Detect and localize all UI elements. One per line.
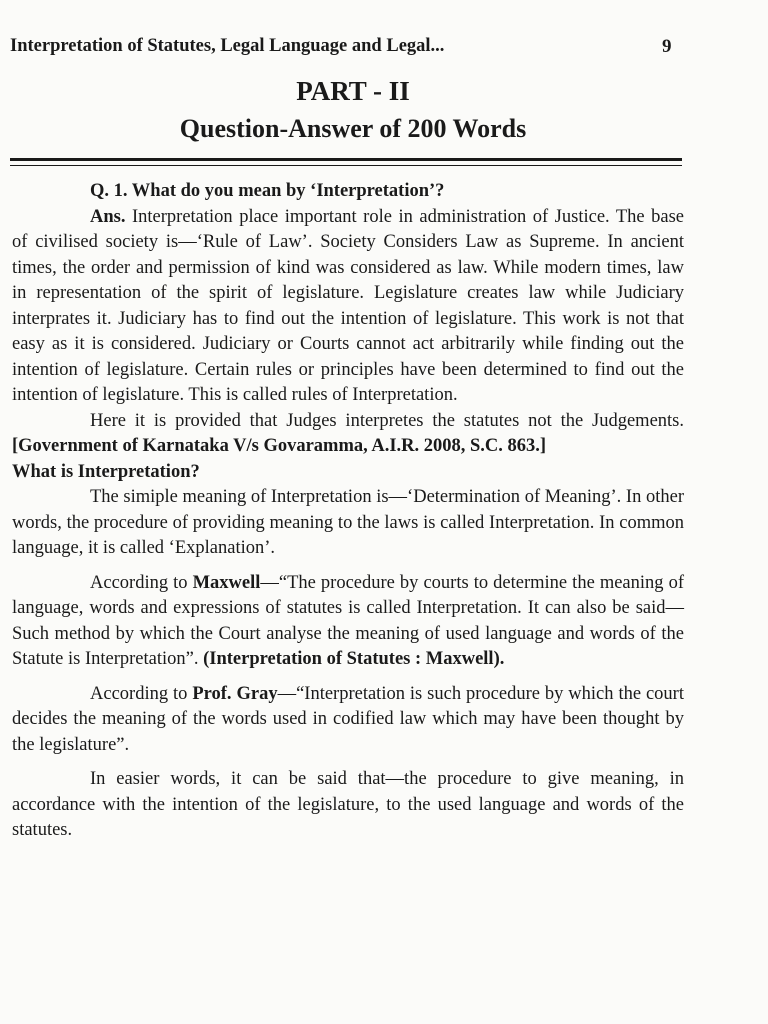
header-rule-thin: [10, 165, 682, 166]
maxwell-quote: —“The procedure by courts to determine the meaning of language, words and expressions of statutes is called Interpretation. It can also be said—Such method by which the Court analyse the meaning of used language and words of the Statute is Interpretation”.: [12, 572, 684, 669]
part-subtitle: Question-Answer of 200 Words: [179, 114, 527, 143]
gray-name: Prof. Gray: [192, 683, 278, 704]
question-heading: Q. 1. What do you mean by ‘Interpretation’?: [90, 181, 445, 201]
gray-lead: According to: [90, 683, 193, 704]
part-title: PART - II: [296, 76, 410, 106]
maxwell-source: (Interpretation of Statutes : Maxwell).: [203, 649, 505, 669]
closing-paragraph: In easier words, it can be said that—the procedure to give meaning, in accordance with the intention of the legislature, to the used language and words of the statutes.: [12, 769, 684, 840]
body-text: [12, 179, 684, 844]
gray-paragraph: [12, 682, 684, 759]
maxwell-lead: According to: [90, 572, 193, 593]
case-citation: [Government of Karnataka V/s Govaramma, A.I.R. 2008, S.C. 863.]: [12, 436, 547, 456]
page-number: 9: [662, 36, 672, 57]
answer-paragraph: [12, 205, 684, 409]
running-header-title: Interpretation of Statutes, Legal Language and Legal...: [10, 36, 445, 56]
maxwell-paragraph: [12, 571, 684, 673]
answer-label: Ans.: [90, 206, 126, 227]
judgement-paragraph: [12, 409, 684, 460]
section-heading: What is Interpretation?: [12, 461, 200, 482]
header-rule-thick: [10, 158, 682, 161]
gray-quote: —“Interpretation is such procedure by which the court decides the meaning of the words used in codified law which may have been thought by the legislature”.: [12, 683, 684, 755]
maxwell-name: Maxwell: [192, 572, 261, 593]
judgement-text: Here it is provided that Judges interpretes the statutes not the Judgements.: [90, 410, 684, 431]
definition-paragraph: The simiple meaning of Interpretation is—‘Determination of Meaning’. In other words, the procedure of providing meaning to the laws is called Interpretation. In common language, it is called ‘Explanation’.: [12, 487, 684, 558]
answer-text: Interpretation place important role in administration of Justice. The base of civilised society is—‘Rule of Law’. Society Considers Law as Supreme. In ancient times, the order and permission of kind was considered as law. While modern times, law in representation of the spirit of legislature. Legislature creates law while Judiciary interprates it. Judiciary has to find out the intention of legislature. This work is not that easy as it is considered. Judiciary or Courts cannot act arbitrarily while finding out the intention of legislature. Certain rules or principles have been determined to find out the intention of legislature. This is called rules of Interpretation.: [12, 206, 684, 405]
